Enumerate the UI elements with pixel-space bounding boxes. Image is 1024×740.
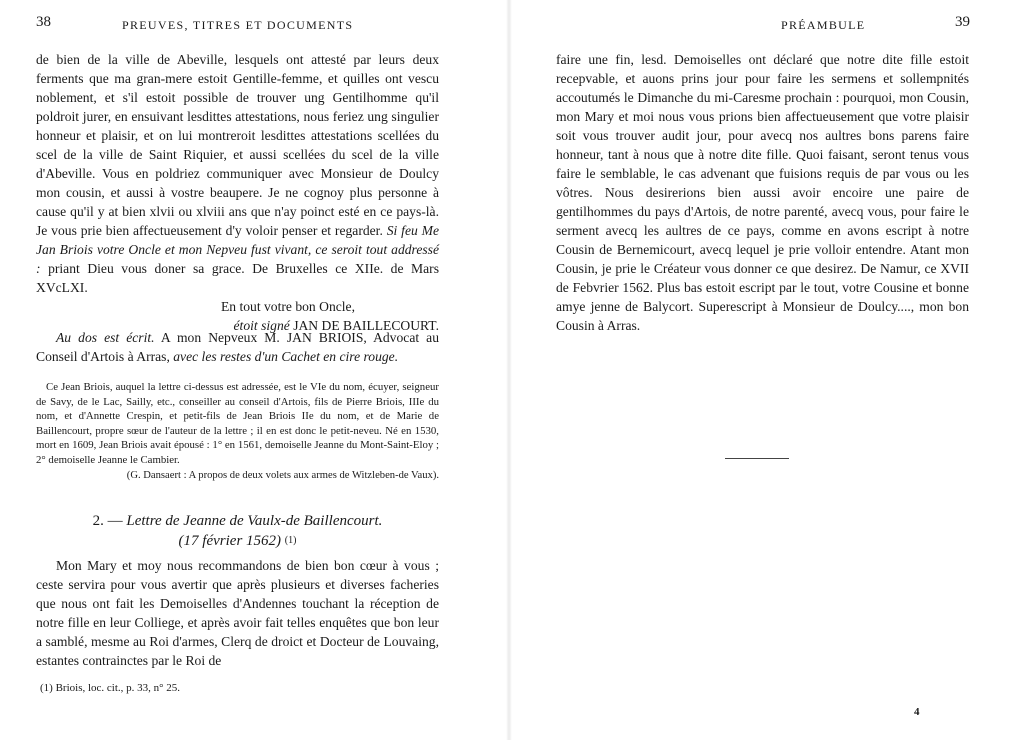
- letter-2-continued: [556, 50, 969, 335]
- footnote-ref: (1): [284, 535, 297, 546]
- closing-line: En tout votre bon Oncle,: [220, 299, 355, 314]
- paragraph: [36, 50, 439, 297]
- paragraph-text: de bien de la ville de Abeville, lesquels ont attesté par leurs deux ferments que ma gran-mere estoit Gentille-femme, et quilles ont vescu noblement, et s'il estoit possible de trouver ung Gentilhomme qu'il poldroit jurer, en ensuivant lesdittes attestations, nous feriez ung singulier honneur et plaisir, et on lui montreroit lesdittes attestations scellées du scel de la ville de Saint Riquier, et aussi scellées du scel de la ville d'Abeville. Vous en poldriez communiquer avec Monsieur de Doulcy mon cousin, et aussi à vostre beaupere. Je ne cognoy plus personne à cause qu'il y at bien xlvii ou xlviii ans que n'ay poinct esté en ce pays-là. Je vous prie bien affectueusement d'y voloir penser et regarder.: [36, 52, 439, 238]
- note-citation: (G. Dansaert : A propos de deux volets aux armes de Witzleben-de Vaux).: [126, 470, 439, 481]
- italic-text: Au dos est écrit.: [56, 330, 155, 345]
- end-rule: [725, 458, 789, 459]
- endorsement: [36, 328, 439, 366]
- signature-mark: 4: [914, 706, 920, 718]
- paragraph-text: priant Dieu vous doner sa grace. De Bruxelles ce XIIe. de Mars XVcLXI.: [36, 261, 439, 295]
- note-text: Ce Jean Briois, auquel la lettre ci-dessus est adressée, est le VIe du nom, écuyer, seigneur de Savy, de le Lac, Sailly, etc., conseiller au conseil d'Artois, fils de Pierre Briois, IIIe du nom, et d'Annette Crespin, et petit-fils de Jean Briois IIe du nom, et de Marie de Baillencourt, propre sœur de l'auteur de la lettre ; il en est donc le petit-neveu. Né en 1530, mort en 1609, Jean Briois avait épousé : 1° en 1561, demoiselle Jeanne du Mont-Saint-Eloy ; 2° demoiselle Jeanne le Cambier.: [36, 381, 439, 466]
- running-head: PRÉAMBULE: [781, 18, 866, 32]
- right-page: [512, 0, 1024, 740]
- left-page: [0, 0, 506, 740]
- footnote: (1) Briois, loc. cit., p. 33, n° 25.: [40, 682, 181, 694]
- title-line: [36, 512, 439, 531]
- signed-label: étoit signé: [233, 318, 290, 333]
- paragraph: [36, 328, 439, 366]
- letter-2-text: [36, 556, 439, 670]
- signature-name: JAN DE BAILLECOURT.: [293, 318, 439, 333]
- letter-title: Lettre de Jeanne de Vaulx-de Baillencourt.: [126, 513, 383, 529]
- letter-2-title: [36, 512, 439, 551]
- letter-number: 2. —: [92, 513, 123, 529]
- paragraph-text: A mon Nepveux M. JAN BRIOIS, Advocat au Conseil d'Artois à Arras,: [36, 330, 440, 364]
- paragraph: Mon Mary et moy nous recommandons de bien bon cœur à vous ; ceste servira pour vous avertir que après plusieurs et diverses facheries que nous ont fait les Demoiselles d'Andennes touchant la réception de notre fille en leur Colliege, et après avoir fait telles enquêtes que bon leur a samblé, mesme au Roi d'armes, Clerq de droict et Docteur de Louvaing, estantes contrainctes par le Roi de: [36, 558, 439, 668]
- letter-1-text: [36, 50, 439, 335]
- editorial-note: [36, 380, 439, 483]
- letter-date: (17 février 1562): [178, 533, 282, 549]
- paragraph: faire une fin, lesd. Demoiselles ont déclaré que notre dite fille estoit recepvable, et auons prins jour pour faire les sermens et sollempnités accoutumés le Dimanche du mi-Caresme prochain : pourquoi, mon Cousin, mon Mary et moi nous vous prions bien affectueusement que votre plaisir soit vous trouver audit jour, pour avecq nos aultres bons parens faire honneur, tant à nous que à notre dite fille. Quoi faisant, seront tenus vous faire le semblable, le cas advenant que fuisions requis de par vous ou les vôtres. Nous desirerions bien aussi avoir encoire une paire de gentilhommes du pays d'Artois, de notre parenté, avecq vous, pour faire le serment avecq les aultres de ce pays, comme en avons escript à notre Cousin de Bernemicourt, avecq lequel je prie volloir entendre. Atant mon Cousin, je prie le Créateur vous donner ce que desirez. De Namur, ce XVII de Febvrier 1562. Plus bas estoit escript par le tout, votre Cousine et bonne amye jenne de Balycort. Superescript à Monsieur de Doulcy...., mon bon Cousin à Arras.: [556, 52, 969, 333]
- page-number: 38: [36, 14, 51, 30]
- running-head: PREUVES, TITRES ET DOCUMENTS: [122, 18, 354, 32]
- date-line: [36, 531, 439, 551]
- page-number: 39: [955, 14, 970, 30]
- italic-text: Si feu Me Jan Briois votre Oncle et mon Nepveu fust vivant, ce seroit tout addressé :: [36, 223, 439, 276]
- italic-text: avec les restes d'un Cachet en cire rouge.: [173, 349, 399, 364]
